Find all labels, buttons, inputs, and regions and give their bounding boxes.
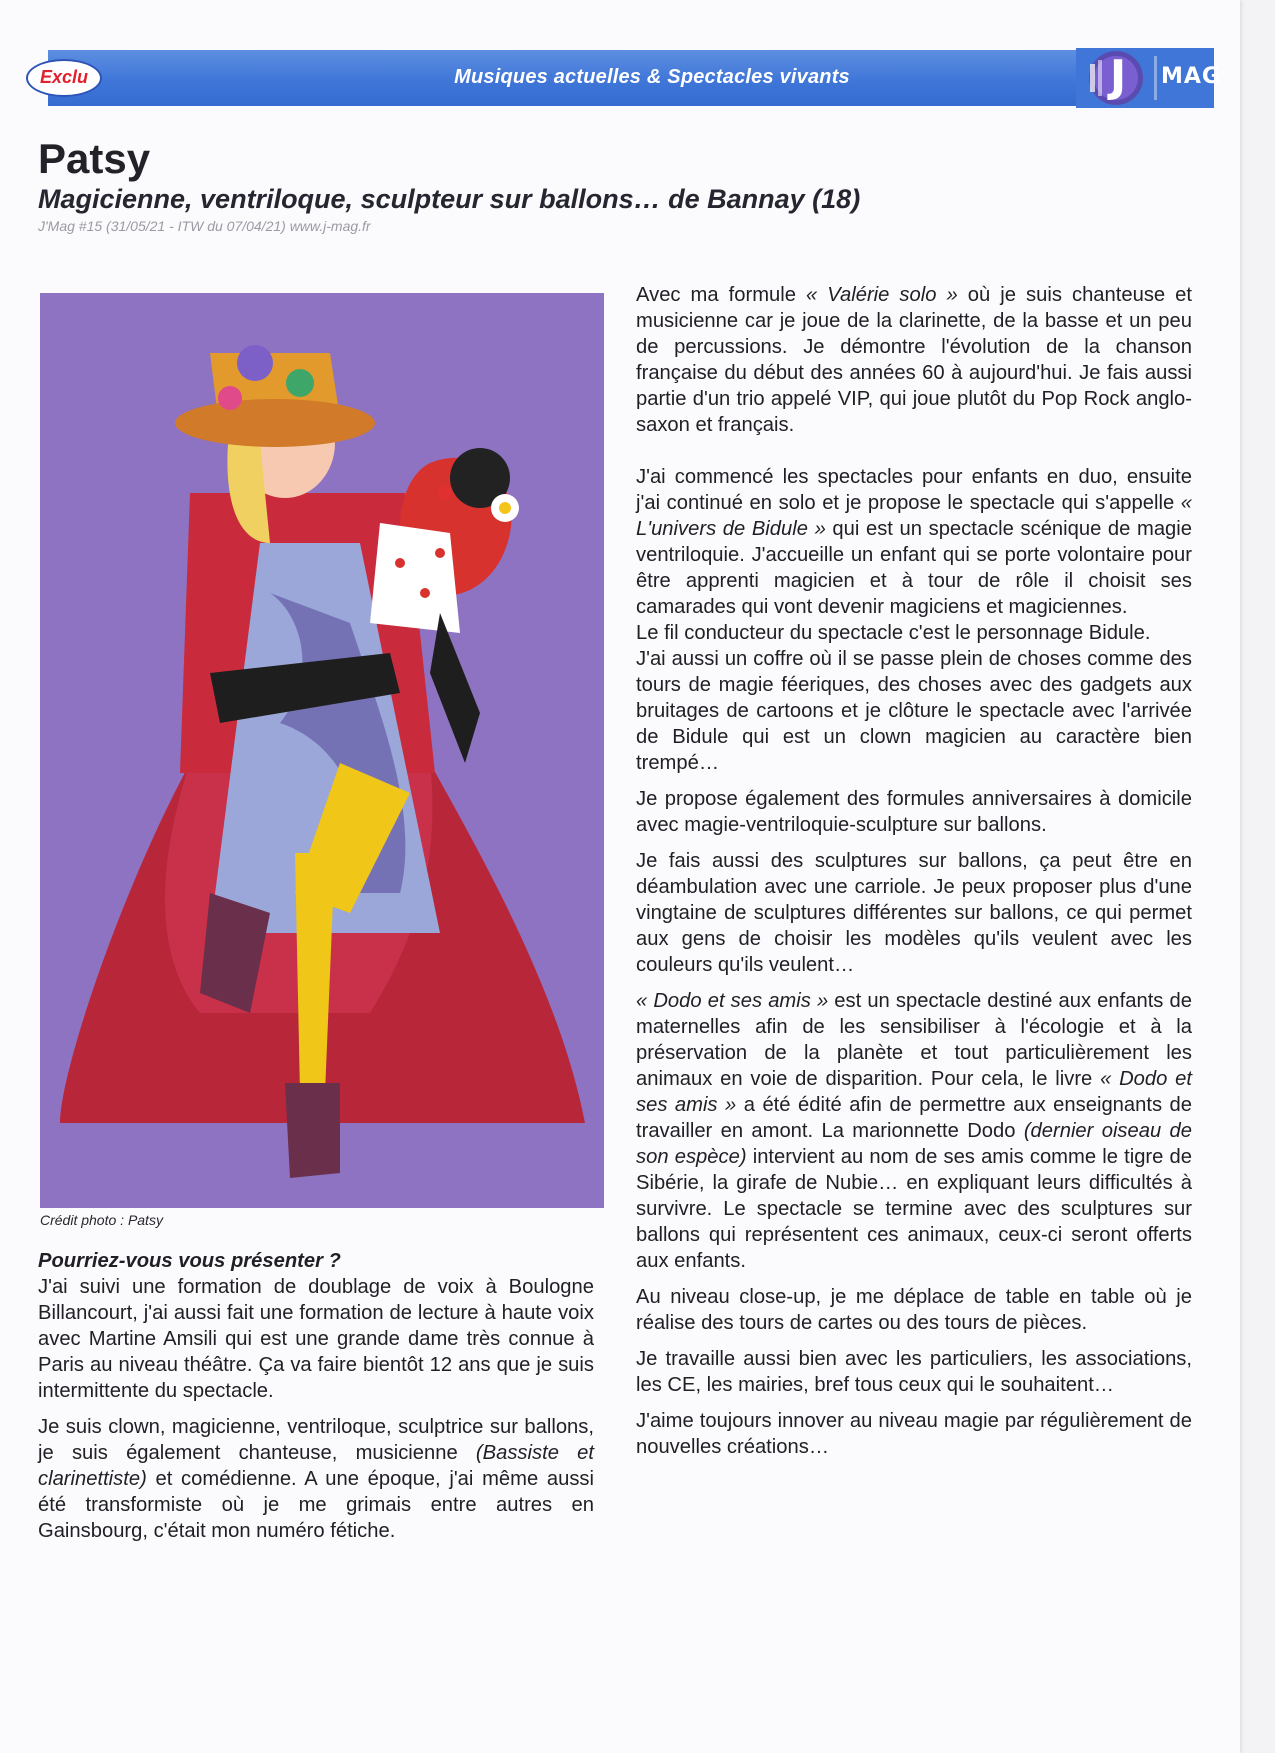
jmag-logo bbox=[1076, 48, 1221, 108]
paragraph: J'ai suivi une formation de doublage de voix à Boulogne Billancourt, j'ai aussi fait une formation de lecture à haute voix avec Martine Amsili qui est une grande dame très connue à Paris au niveau théâtre. Ça va faire bientôt 12 ans que je suis intermittente du spectacle. bbox=[38, 1276, 594, 1402]
paragraph: Le fil conducteur du spectacle c'est le personnage Bidule. bbox=[636, 622, 1151, 644]
paragraph: « Dodo et ses amis » est un spectacle destiné aux enfants de maternelles afin de les sensibiliser à l'écologie et à la préservation de la planète et tout particulièrement les animaux en voie de disparition. Pour cela, le livre « Dodo et ses amis » a été édité afin de permettre aux enseignants de travailler en amont. La marionnette Dodo (dernier oiseau de son espèce) intervient au nom de ses amis comme le tigre de Sibérie, la girafe de Nubie… en expliquant leurs difficultés à survivre. Le spectacle se termine avec des sculptures sur ballons qui représentent ces animaux, ceux-ci seront offerts aux enfants. bbox=[636, 990, 1193, 1272]
right-column bbox=[636, 282, 1192, 1470]
exclu-badge: Exclu bbox=[26, 59, 102, 97]
paragraph: J'ai commencé les spectacles pour enfants en duo, ensuite j'ai continué en solo et je propose le spectacle qui s'appelle « L'univers de Bidule » qui est un spectacle scénique de magie ventriloquie. J'accueille un enfant qui se porte volontaire pour être apprenti magicien et à tour de rôle il choisit ses camarades qui vont devenir magiciens et magiciennes. bbox=[636, 466, 1192, 618]
header-banner bbox=[48, 50, 1076, 106]
article-title: Patsy bbox=[38, 135, 151, 182]
photo-credit: Crédit photo : Patsy bbox=[40, 1212, 163, 1228]
article-photo bbox=[40, 293, 604, 1208]
paragraph: J'ai aussi un coffre où il se passe plein de choses comme des tours de magie féeriques, des choses avec des gadgets aux bruitages de cartoons et je clôture le spectacle avec l'arrivée de Bidule qui est un clown magicien au caractère bien trempé… bbox=[636, 648, 1192, 774]
article-subtitle: Magicienne, ventriloque, sculpteur sur ballons… de Bannay (18) bbox=[38, 184, 861, 214]
paragraph: Je fais aussi des sculptures sur ballons, ça peut être en déambulation avec une carriole. Je peux proposer plus d'une vingtaine de sculptures différentes sur ballons, ce qui permet aux gens de choisir les modèles qu'ils veulent avec les couleurs qu'ils veulent… bbox=[636, 850, 1192, 976]
paragraph: Je suis clown, magicienne, ventriloque, sculptrice sur ballons, je suis également chanteuse, musicienne (Bassiste et clarinettiste) et comédienne. A une époque, j'ai même aussi été transformiste où je me grimais entre autres en Gainsbourg, c'était mon numéro fétiche. bbox=[38, 1416, 595, 1542]
paragraph: Je travaille aussi bien avec les particuliers, les associations, les CE, les mairies, bref tous ceux qui le souhaitent… bbox=[636, 1348, 1192, 1396]
article-meta: J'Mag #15 (31/05/21 - ITW du 07/04/21) www.j-mag.fr bbox=[38, 218, 371, 234]
paragraph: Au niveau close-up, je me déplace de table en table où je réalise des tours de cartes ou des tours de pièces. bbox=[636, 1286, 1192, 1334]
paragraph: Je propose également des formules anniversaires à domicile avec magie-ventriloquie-sculpture sur ballons. bbox=[636, 788, 1192, 836]
paragraph: J'aime toujours innover au niveau magie par régulièrement de nouvelles créations… bbox=[636, 1410, 1192, 1458]
interview-question: Pourriez-vous vous présenter ? bbox=[38, 1250, 341, 1272]
logo-letter: J bbox=[1109, 51, 1127, 102]
left-column bbox=[38, 1248, 594, 1554]
logo-text: MAG bbox=[1161, 64, 1221, 89]
banner-title: Musiques actuelles & Spectacles vivants bbox=[454, 66, 850, 88]
paragraph: Avec ma formule « Valérie solo » où je suis chanteuse et musicienne car je joue de la clarinette, de la basse et un peu de percussions. Je démontre l'évolution de la chanson française du début des années 60 à aujourd'hui. Je fais aussi partie d'un trio appelé VIP, qui joue plutôt du Pop Rock anglo-saxon et français. bbox=[636, 284, 1193, 436]
